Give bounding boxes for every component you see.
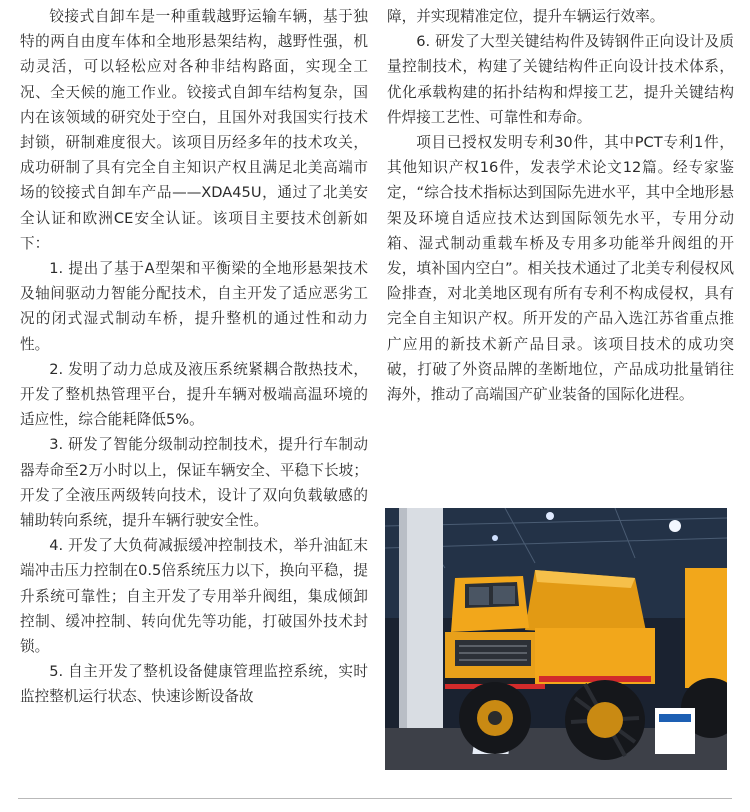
innovation-5-continuation: 障，并实现精准定位，提升车辆运行效率。 <box>387 8 665 25</box>
innovation-1: 1. 提出了基于A型架和平衡梁的全地形悬架技术及轴间驱动力智能分配技术，自主开发了适应恶劣工况的闭式湿式制动车桥，提升整机的通过性和动力性。 <box>20 260 368 353</box>
truck-illustration <box>385 508 727 770</box>
innovation-3: 3. 研发了智能分级制动控制技术，提升行车制动器寿命至2万小时以上，保证车辆安全、平稳下长坡；开发了全液压两级转向技术，设计了双向负载敏感的辅助转向系统，提升车辆行驶安全性。 <box>20 436 368 530</box>
bottom-rule <box>18 798 732 799</box>
right-text-column <box>387 4 734 407</box>
truck-photo <box>385 508 727 770</box>
innovation-4: 4. 开发了大负荷减振缓冲控制技术，举升油缸末端冲击压力控制在0.5倍系统压力以下，换向平稳，提升系统可靠性；自主开发了专用举升阀组，集成倾卸控制、缓冲控制、转向优先等功能，打破国外技术封锁。 <box>20 537 368 656</box>
achievements-paragraph: 项目已授权发明专利30件，其中PCT专利1件，其他知识产权16件，发表学术论文12篇。经专家鉴定，“综合技术指标达到国际先进水平，其中全地形悬架及环境自适应技术达到国际领先水平，专用分动箱、湿式制动重载车桥及专用多功能举升阀组的开发，填补国内空白”。相关技术通过了北美专利侵权风险排查，对北美地区现有所有专利不构成侵权，具有完全自主知识产权。所开发的产品入选江苏省重点推广应用的新技术新产品目录。该项目技术的成功突破，打破了外资品牌的垄断地位，产品成功批量销往海外，推动了高端国产矿业装备的国际化进程。 <box>387 134 734 404</box>
innovation-5: 5. 自主开发了整机设备健康管理监控系统，实时监控整机运行状态、快速诊断设备故 <box>20 663 368 706</box>
intro-paragraph: 铰接式自卸车是一种重载越野运输车辆，基于独特的两自由度车体和全地形悬架结构，越野性强，机动灵活，可以轻松应对各种非结构路面，实现全工况、全天候的施工作业。铰接式自卸车结构复杂，国内在该领域的研究处于空白，且国外对我国实行技术封锁，研制难度很大。该项目历经多年的技术攻关，成功研制了具有完全自主知识产权且满足北美高端市场的铰接式自卸车产品——XDA45U，通过了北美安全认证和欧洲CE安全认证。该项目主要技术创新如下： <box>20 8 368 252</box>
innovation-2: 2. 发明了动力总成及液压系统紧耦合散热技术，开发了整机热管理平台，提升车辆对极端高温环境的适应性，综合能耗降低5%。 <box>20 360 368 429</box>
left-text-column <box>20 4 368 710</box>
innovation-6: 6. 研发了大型关键结构件及铸钢件正向设计及质量控制技术，构建了关键结构件正向设计技术体系，优化承载构建的拓扑结构和焊接工艺，提升关键结构件焊接工艺性、可靠性和寿命。 <box>387 33 734 126</box>
